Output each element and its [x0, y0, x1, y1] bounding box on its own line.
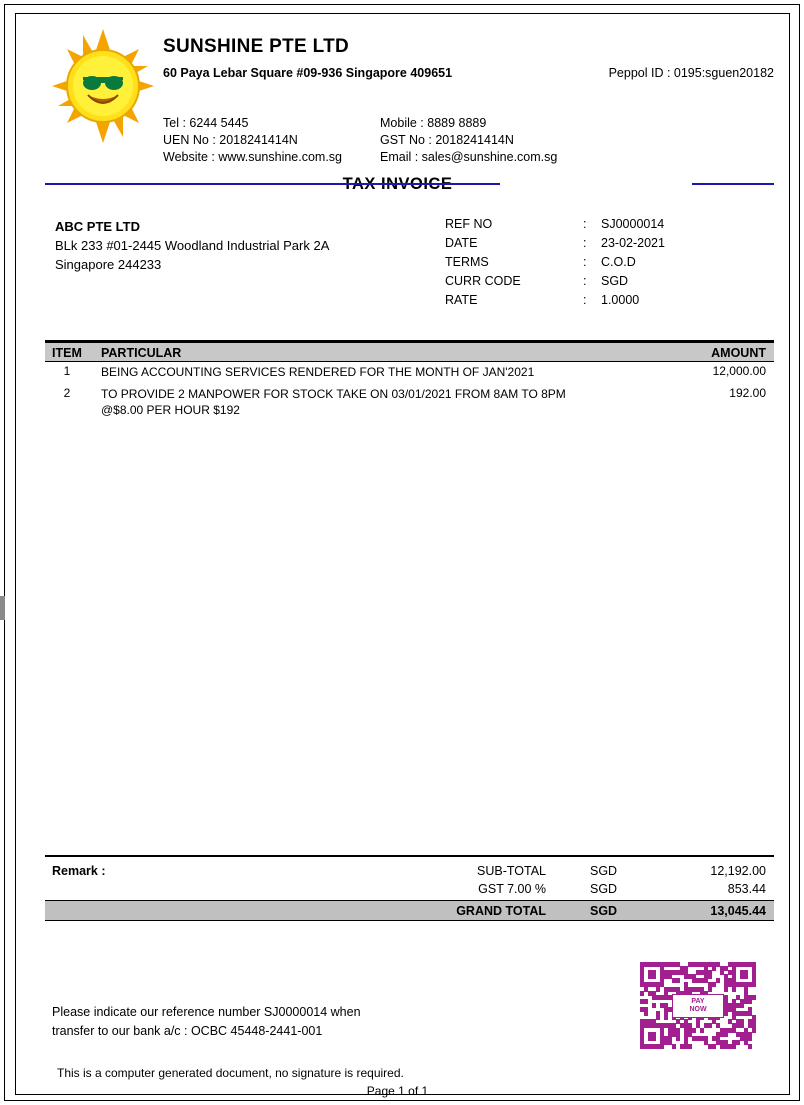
company-gst: GST No : 2018241414N — [380, 133, 514, 147]
paynow-qr-code — [640, 962, 756, 1048]
bill-to-line1: BLk 233 #01-2445 Woodland Industrial Park 2A — [55, 238, 330, 253]
divider-left — [45, 183, 500, 185]
bill-to-name: ABC PTE LTD — [55, 219, 140, 234]
company-mobile: Mobile : 8889 8889 — [380, 116, 487, 130]
meta-row — [445, 215, 665, 234]
paynow-badge-line2: NOW — [689, 1006, 707, 1013]
meta-row — [445, 272, 665, 291]
meta-label: CURR CODE — [445, 274, 521, 288]
row-item-no: 2 — [63, 386, 71, 400]
meta-value: C.O.D — [601, 255, 636, 269]
grand-total-value: 13,045.44 — [710, 904, 766, 918]
paynow-badge-line1: PAY — [691, 998, 705, 1005]
meta-label: DATE — [445, 236, 478, 250]
grand-total-label: GRAND TOTAL — [456, 904, 546, 918]
gst-label: GST 7.00 % — [478, 882, 546, 896]
meta-value: 23-02-2021 — [601, 236, 665, 250]
divider-right — [692, 183, 774, 185]
remark-label: Remark : — [52, 864, 106, 878]
column-header-amount: AMOUNT — [711, 346, 766, 360]
row-amount: 192.00 — [729, 386, 766, 400]
row-item-no: 1 — [63, 364, 71, 378]
generated-note: This is a computer generated document, no signature is required. — [57, 1066, 404, 1080]
company-email: Email : sales@sunshine.com.sg — [380, 150, 558, 164]
company-tel: Tel : 6244 5445 — [163, 116, 249, 130]
sun-logo-icon — [50, 27, 156, 145]
items-table-header — [45, 340, 774, 362]
totals-divider — [45, 855, 774, 857]
gst-currency: SGD — [590, 882, 618, 896]
bill-to-line2: Singapore 244233 — [55, 257, 162, 272]
meta-label: TERMS — [445, 255, 489, 269]
meta-value: SJ0000014 — [601, 217, 665, 231]
payment-line1: Please indicate our reference number SJ0000014 when — [52, 1005, 361, 1019]
meta-value: SGD — [601, 274, 629, 288]
peppol-id: Peppol ID : 0195:sguen20182 — [608, 66, 774, 80]
subtotal-row — [45, 864, 774, 882]
document-title: TAX INVOICE — [342, 175, 453, 193]
bill-to-block — [55, 217, 329, 274]
meta-colon: : — [583, 217, 587, 231]
meta-label: RATE — [445, 293, 478, 307]
gst-row — [45, 882, 774, 900]
invoice-meta-table — [445, 215, 665, 310]
row-description: TO PROVIDE 2 MANPOWER FOR STOCK TAKE ON 03/01/2021 FROM 8AM TO 8PM @$8.00 PER HOUR $192 — [101, 387, 566, 417]
payment-line2: transfer to our bank a/c : OCBC 45448-2441-001 — [52, 1024, 323, 1038]
payment-instructions — [52, 1003, 361, 1041]
column-header-item: ITEM — [52, 346, 82, 360]
meta-row — [445, 234, 665, 253]
scroll-nub[interactable] — [0, 596, 5, 620]
table-row — [45, 364, 774, 386]
meta-row — [445, 291, 665, 310]
row-amount: 12,000.00 — [712, 364, 766, 378]
company-address: 60 Paya Lebar Square #09-936 Singapore 409651 — [163, 66, 453, 80]
grand-total-currency: SGD — [590, 904, 618, 918]
company-uen: UEN No : 2018241414N — [163, 133, 298, 147]
column-header-particular: PARTICULAR — [101, 346, 182, 360]
grand-total-row — [45, 900, 774, 921]
company-website: Website : www.sunshine.com.sg — [163, 150, 343, 164]
table-row — [45, 386, 774, 422]
meta-colon: : — [583, 236, 587, 250]
subtotal-value: 12,192.00 — [710, 864, 766, 878]
invoice-sheet — [11, 9, 784, 1098]
meta-row — [445, 253, 665, 272]
gst-value: 853.44 — [727, 882, 766, 896]
row-description: BEING ACCOUNTING SERVICES RENDERED FOR THE MONTH OF JAN'2021 — [101, 365, 535, 379]
meta-label: REF NO — [445, 217, 493, 231]
meta-colon: : — [583, 293, 587, 307]
paynow-badge — [672, 994, 724, 1018]
company-contact-block — [163, 115, 680, 166]
company-name: SUNSHINE PTE LTD — [163, 36, 350, 57]
items-table-body — [45, 364, 774, 422]
meta-value: 1.0000 — [601, 293, 640, 307]
subtotal-label: SUB-TOTAL — [477, 864, 546, 878]
meta-colon: : — [583, 274, 587, 288]
meta-colon: : — [583, 255, 587, 269]
subtotal-currency: SGD — [590, 864, 618, 878]
page-number: Page 1 of 1 — [366, 1084, 429, 1098]
